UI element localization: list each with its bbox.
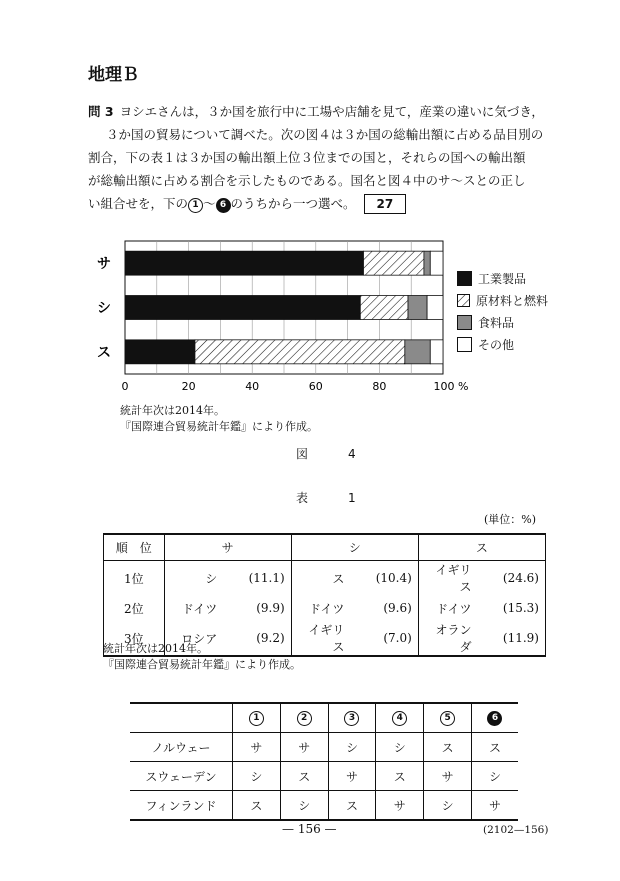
- question-number: 問 3: [88, 104, 114, 119]
- bar-segment: [360, 296, 408, 320]
- legend-item: 原材料と燃料: [457, 292, 548, 309]
- table1-header: シ: [291, 534, 418, 561]
- tick-label: 60: [308, 380, 323, 393]
- choice-header[interactable]: [471, 703, 518, 733]
- category-label: シ: [97, 300, 111, 317]
- figure4-source-year: 統計年次は2014年。: [120, 404, 225, 417]
- answer-table: [130, 702, 518, 821]
- table-row: 3位 ロシア (9.2) イギリス (7.0) オランダ (11.9): [104, 621, 546, 656]
- table1-unit: (単位：%): [484, 513, 537, 526]
- choice-number-icon: 1: [188, 198, 203, 213]
- bar-segment: [195, 340, 405, 364]
- choice-number-icon: 4: [392, 711, 407, 726]
- bar-segment: [125, 296, 360, 320]
- legend-swatch-icon: [457, 337, 472, 352]
- table1: [103, 533, 546, 657]
- choice-header[interactable]: [280, 703, 328, 733]
- legend-item: その他: [457, 336, 548, 353]
- tick-label: 20: [181, 380, 196, 393]
- choice-number-icon: 6: [216, 198, 231, 213]
- tick-label: 0: [121, 380, 129, 393]
- table-row: ノルウェー サ サ シ シ ス ス: [130, 733, 518, 762]
- question-text: [88, 100, 558, 215]
- page-code: (2102—156): [483, 824, 549, 836]
- table-row: 2位 ドイツ (9.9) ドイツ (9.6) ドイツ (15.3): [104, 595, 546, 621]
- legend-swatch-icon: [457, 315, 472, 330]
- legend-item: 工業製品: [457, 270, 548, 287]
- question-line: ３か国の貿易について調べた。次の図４は３か国の総輸出額に占める品目別の: [106, 127, 544, 142]
- figure4-legend: [457, 270, 548, 353]
- page-number: — 156 —: [282, 822, 337, 836]
- legend-swatch-icon: [457, 294, 470, 307]
- choice-header[interactable]: [424, 703, 472, 733]
- choice-number-icon: 1: [249, 711, 264, 726]
- figure4-source: 『国際連合貿易統計年鑑』により作成。: [120, 420, 318, 433]
- table1-caption: 表 1: [296, 491, 370, 505]
- bar-segment: [364, 251, 424, 275]
- subject-heading: 地理Ｂ: [88, 65, 139, 85]
- table-row: フィンランド ス シ ス サ シ サ: [130, 791, 518, 821]
- choice-number-icon: 6: [487, 711, 502, 726]
- bar-segment: [125, 251, 364, 275]
- table1-header: ス: [418, 534, 545, 561]
- tick-label: 40: [245, 380, 260, 393]
- choice-header[interactable]: [328, 703, 376, 733]
- table1-source-year: 統計年次は2014年。: [103, 642, 208, 655]
- legend-swatch-icon: [457, 271, 472, 286]
- bar-segment: [430, 251, 443, 275]
- question-line: 割合，下の表１は３か国の輸出額上位３位までの国と，それらの国への輸出額: [88, 150, 526, 165]
- figure4-caption: 図 4: [296, 447, 370, 461]
- question-line-last: い組合せを，下の 1 ～ 6 のうちから一つ選べ。 27: [88, 192, 558, 215]
- bar-segment: [424, 251, 430, 275]
- bar-segment: [405, 340, 430, 364]
- choice-number-icon: 3: [344, 711, 359, 726]
- tick-label: 100 %: [433, 380, 469, 393]
- table-row: スウェーデン シ ス サ ス サ シ: [130, 762, 518, 791]
- category-label: サ: [97, 256, 111, 273]
- choice-header[interactable]: [376, 703, 424, 733]
- legend-item: 食料品: [457, 314, 548, 331]
- table1-header: 順 位: [104, 534, 165, 561]
- category-label: ス: [97, 344, 111, 361]
- table-row: 1位 シ (11.1) ス (10.4) イギリス (24.6): [104, 561, 546, 596]
- tick-label: 80: [372, 380, 387, 393]
- choice-header[interactable]: [233, 703, 281, 733]
- table1-header: サ: [164, 534, 291, 561]
- choice-number-icon: 5: [440, 711, 455, 726]
- question-line: ヨシエさんは，３か国を旅行中に工場や店舗を見て，産業の違いに気づき，: [119, 104, 544, 119]
- bar-segment: [427, 296, 443, 320]
- bar-segment: [408, 296, 427, 320]
- bar-segment: [430, 340, 443, 364]
- choice-number-icon: 2: [297, 711, 312, 726]
- question-line: が総輸出額に占める割合を示したものである。国名と図４中のサ～スとの正し: [88, 173, 526, 188]
- answer-box[interactable]: 27: [364, 194, 407, 214]
- bar-segment: [125, 340, 195, 364]
- table1-source: 『国際連合貿易統計年鑑』により作成。: [103, 658, 301, 671]
